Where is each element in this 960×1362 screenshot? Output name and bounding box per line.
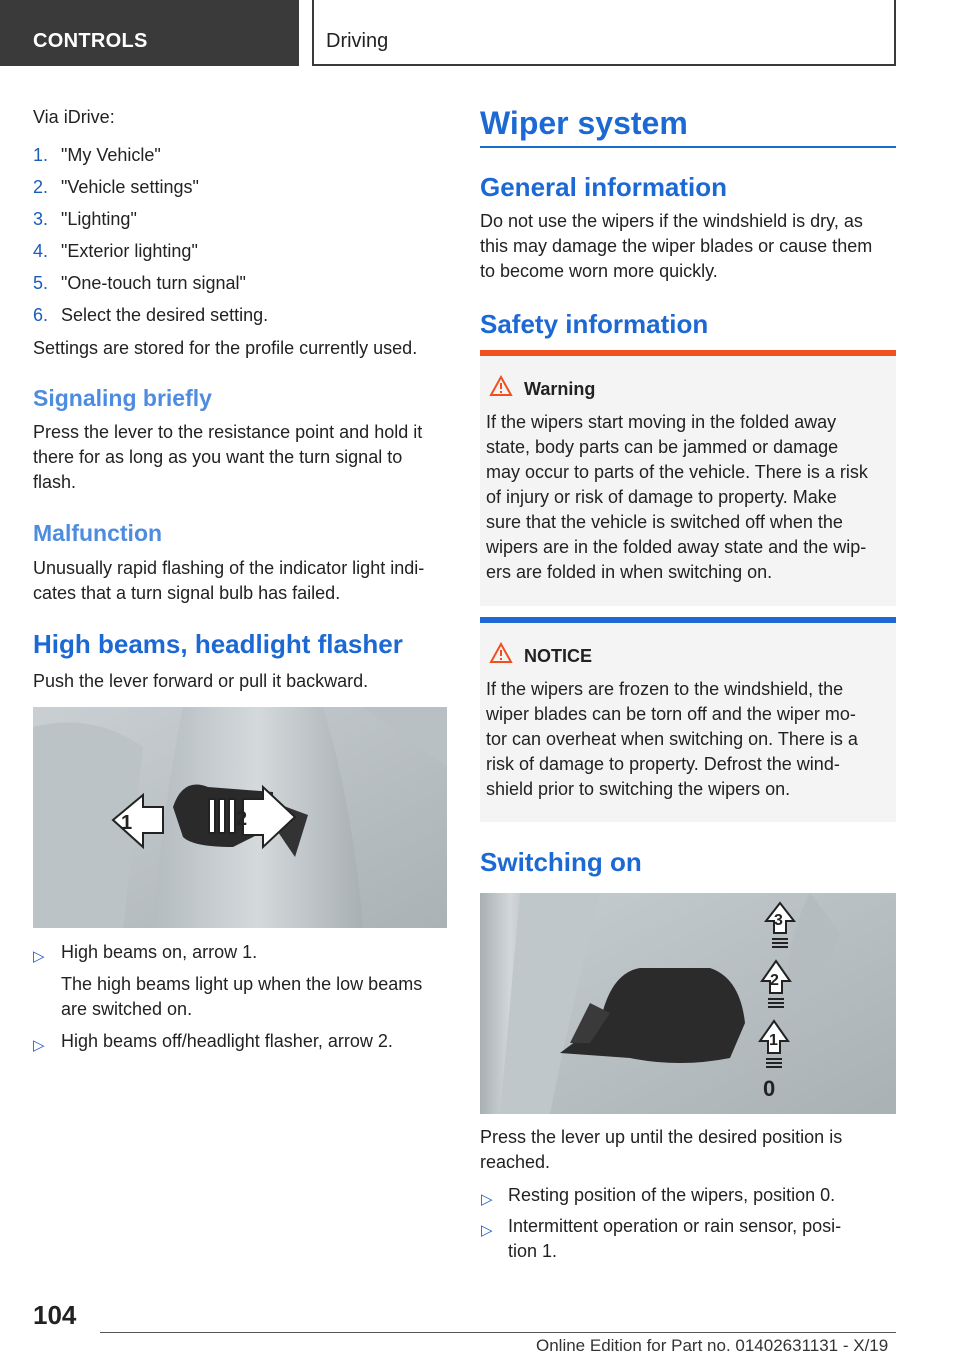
notice-line: wiper blades can be torn off and the wiper mo- [486, 704, 856, 724]
warning-triangle-icon [489, 375, 513, 402]
title-rule [480, 146, 896, 148]
section-label: CONTROLS [33, 30, 148, 52]
bullet-highbeam-off: High beams off/headlight flasher, arrow 2. [61, 1031, 393, 1051]
wiper-title: Wiper system [480, 105, 688, 141]
bullet-intermittent-cont: tion 1. [508, 1241, 558, 1261]
step-2: 2. [33, 177, 49, 197]
notice-line: If the wipers are frozen to the windshield, the [486, 679, 844, 699]
general-heading: General information [480, 172, 728, 202]
switching-line: Press the lever up until the desired position is [480, 1127, 843, 1147]
switching-line: reached. [480, 1152, 551, 1172]
notice-line: risk of damage to property. Defrost the wind- [486, 754, 840, 774]
step-5-text: "One-touch turn signal" [61, 273, 246, 293]
step-6-text: Select the desired setting. [61, 305, 269, 325]
bullet-marker: ▷ [33, 948, 45, 965]
step-3: 3. [33, 209, 49, 229]
page-number: 104 [33, 1300, 77, 1330]
highbeam-illustration [33, 707, 447, 928]
signaling-line: Press the lever to the resistance point and hold it [33, 422, 423, 442]
arrow-label-2: 2 [236, 808, 248, 830]
warning-line: may occur to parts of the vehicle. There is a risk [486, 462, 868, 482]
general-line: Do not use the wipers if the windshield is dry, as [480, 211, 863, 231]
notice-triangle-icon [489, 642, 513, 669]
notice-line: shield prior to switching the wipers on. [486, 779, 791, 799]
malfunction-line: cates that a turn signal bulb has failed. [33, 583, 341, 603]
malfunction-line: Unusually rapid flashing of the indicator light indi- [33, 558, 425, 578]
step-4: 4. [33, 241, 49, 261]
bullet-highbeam-on: High beams on, arrow 1. [61, 942, 258, 962]
switching-illustration [480, 893, 896, 1114]
bullet-marker: ▷ [481, 1191, 493, 1208]
warning-label: Warning [524, 379, 596, 399]
position-label-3: 3 [774, 912, 783, 929]
step-2-text: "Vehicle settings" [61, 177, 199, 197]
arrow-label-1: 1 [121, 812, 133, 834]
switching-heading: Switching on [480, 847, 642, 877]
safety-heading: Safety information [480, 309, 709, 339]
warning-line: sure that the vehicle is switched off when the [486, 512, 843, 532]
bullet-sub-line: are switched on. [61, 999, 193, 1019]
step-1-text: "My Vehicle" [61, 145, 161, 165]
warning-line: If the wipers start moving in the folded away [486, 412, 837, 432]
signaling-line: flash. [33, 472, 77, 492]
step-3-text: "Lighting" [61, 209, 137, 229]
step-6: 6. [33, 305, 49, 325]
highbeam-text: Push the lever forward or pull it backward. [33, 671, 369, 691]
position-label-2: 2 [770, 972, 779, 989]
signaling-line: there for as long as you want the turn signal to [33, 447, 403, 467]
signaling-heading: Signaling briefly [33, 385, 212, 411]
chapter-label: Driving [326, 30, 389, 52]
bullet-intermittent: Intermittent operation or rain sensor, posi- [508, 1216, 842, 1236]
warning-line: state, body parts can be jammed or damage [486, 437, 839, 457]
footer-rule [100, 1332, 896, 1333]
stored-note: Settings are stored for the profile currently used. [33, 338, 418, 358]
warning-line: of injury or risk of damage to property. Make [486, 487, 837, 507]
general-line: this may damage the wiper blades or cause them [480, 236, 873, 256]
malfunction-heading: Malfunction [33, 520, 163, 546]
bullet-marker: ▷ [33, 1037, 45, 1054]
step-4-text: "Exterior lighting" [61, 241, 198, 261]
step-5: 5. [33, 273, 49, 293]
warning-line: wipers are in the folded away state and the wip- [486, 537, 867, 557]
bullet-resting: Resting position of the wipers, position 0. [508, 1185, 836, 1205]
bullet-marker: ▷ [481, 1222, 493, 1239]
highbeam-heading: High beams, headlight flasher [33, 629, 403, 659]
intro-text: Via iDrive: [33, 107, 115, 127]
edition-text: Online Edition for Part no. 01402631131 - X/19 [536, 1336, 889, 1355]
chapter-tab [312, 0, 896, 66]
step-1: 1. [33, 145, 49, 165]
notice-label: NOTICE [524, 646, 593, 666]
notice-line: tor can overheat when switching on. There is a [486, 729, 858, 749]
general-line: to become worn more quickly. [480, 261, 718, 281]
warning-line: ers are folded in when switching on. [486, 562, 773, 582]
position-label-0: 0 [763, 1076, 776, 1101]
position-label-1: 1 [769, 1032, 778, 1049]
bullet-sub-line: The high beams light up when the low beams [61, 974, 423, 994]
section-tab [0, 0, 299, 66]
